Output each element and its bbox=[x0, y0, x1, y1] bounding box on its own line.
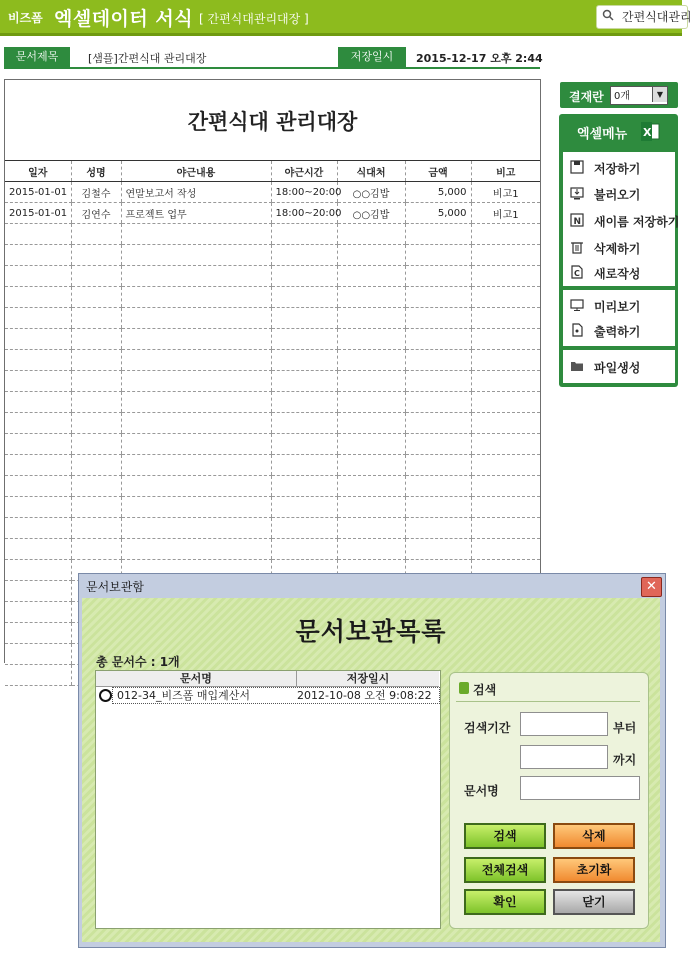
cell[interactable] bbox=[5, 455, 71, 476]
cell[interactable] bbox=[5, 602, 71, 623]
cell[interactable] bbox=[405, 371, 471, 392]
menu-item-label: 불러오기 bbox=[594, 188, 641, 202]
saved-at-label: 저장일시 bbox=[338, 47, 406, 67]
cell[interactable] bbox=[71, 518, 121, 539]
cell[interactable] bbox=[271, 539, 337, 560]
cell[interactable] bbox=[71, 329, 121, 350]
document-list[interactable] bbox=[95, 670, 441, 929]
cell[interactable] bbox=[471, 497, 540, 518]
table-row[interactable] bbox=[5, 476, 540, 497]
cell[interactable]: 2015-01-01 bbox=[5, 203, 71, 224]
cell[interactable] bbox=[5, 308, 71, 329]
save-as-icon bbox=[570, 213, 584, 227]
sheet-title: 간편식대 관리대장 bbox=[187, 110, 358, 134]
cell[interactable] bbox=[471, 539, 540, 560]
cell[interactable] bbox=[5, 224, 71, 245]
cell[interactable] bbox=[71, 308, 121, 329]
table-row[interactable] bbox=[5, 413, 540, 434]
search-divider bbox=[456, 701, 640, 702]
column-header[interactable]: 비고 bbox=[471, 161, 540, 182]
cell[interactable] bbox=[405, 497, 471, 518]
cell[interactable]: 2015-01-01 bbox=[5, 182, 71, 203]
list-item-date[interactable]: 2012-10-08 오전 9:08:22 bbox=[297, 689, 432, 702]
doc-name-field[interactable] bbox=[520, 776, 640, 800]
svg-text:N: N bbox=[573, 217, 582, 227]
cell[interactable] bbox=[405, 539, 471, 560]
search-button[interactable]: 검색 bbox=[464, 823, 546, 849]
table-row[interactable] bbox=[5, 434, 540, 455]
menu-item-label: 저장하기 bbox=[594, 162, 641, 176]
cell[interactable] bbox=[337, 308, 405, 329]
cell[interactable]: 김연수 bbox=[71, 203, 121, 224]
chevron-down-icon[interactable]: ▼ bbox=[652, 87, 667, 102]
table-row[interactable] bbox=[5, 455, 540, 476]
close-button[interactable]: 닫기 bbox=[553, 889, 635, 915]
cell[interactable] bbox=[271, 392, 337, 413]
cell[interactable]: 비고1 bbox=[471, 203, 540, 224]
cell[interactable] bbox=[5, 539, 71, 560]
cell[interactable] bbox=[337, 455, 405, 476]
cell[interactable] bbox=[121, 392, 271, 413]
from-label: 부터 bbox=[613, 721, 637, 735]
dialog-heading: 문서보관목록 bbox=[295, 617, 447, 646]
cell[interactable] bbox=[405, 308, 471, 329]
cell[interactable] bbox=[405, 329, 471, 350]
date-to-field[interactable] bbox=[520, 745, 608, 769]
cell[interactable] bbox=[121, 434, 271, 455]
cell[interactable] bbox=[5, 371, 71, 392]
column-header[interactable]: 금액 bbox=[405, 161, 471, 182]
app-subtitle: [ 간편식대관리대장 ] bbox=[199, 12, 309, 26]
to-label: 까지 bbox=[613, 753, 637, 767]
table-row[interactable] bbox=[5, 266, 540, 287]
table-row[interactable] bbox=[5, 329, 540, 350]
cell[interactable]: 5,000 bbox=[405, 182, 471, 203]
cell[interactable]: 연말보고서 작성 bbox=[121, 182, 271, 203]
cell[interactable] bbox=[121, 308, 271, 329]
cell[interactable] bbox=[271, 371, 337, 392]
search-all-button[interactable]: 전체검색 bbox=[464, 857, 546, 883]
cell[interactable] bbox=[337, 224, 405, 245]
table-row[interactable] bbox=[5, 497, 540, 518]
cell[interactable] bbox=[121, 224, 271, 245]
monitor-icon bbox=[570, 298, 584, 312]
cell[interactable] bbox=[121, 476, 271, 497]
period-label: 검색기간 bbox=[464, 721, 511, 735]
cell[interactable] bbox=[5, 434, 71, 455]
cell[interactable] bbox=[405, 434, 471, 455]
cell[interactable] bbox=[5, 329, 71, 350]
cell[interactable] bbox=[5, 581, 71, 602]
cell[interactable] bbox=[471, 350, 540, 371]
cell[interactable] bbox=[471, 413, 540, 434]
dialog-caption: 문서보관함 bbox=[86, 580, 144, 594]
approval-selected-value[interactable]: 0개 bbox=[614, 91, 631, 102]
column-header[interactable]: 일자 bbox=[5, 161, 71, 182]
cell[interactable] bbox=[337, 329, 405, 350]
cell[interactable] bbox=[337, 476, 405, 497]
cell[interactable] bbox=[471, 476, 540, 497]
menu-title: 엑셀메뉴 bbox=[577, 127, 628, 142]
menu-item-label: 출력하기 bbox=[594, 325, 641, 339]
cell[interactable] bbox=[5, 497, 71, 518]
cell[interactable] bbox=[271, 329, 337, 350]
print-icon bbox=[570, 323, 584, 337]
cell[interactable] bbox=[471, 308, 540, 329]
table-row[interactable] bbox=[5, 203, 540, 224]
cell[interactable] bbox=[471, 371, 540, 392]
table-row[interactable] bbox=[5, 245, 540, 266]
cell[interactable] bbox=[271, 224, 337, 245]
cell[interactable]: 18:00~20:00 bbox=[271, 182, 337, 203]
menu-item-label: 삭제하기 bbox=[594, 242, 641, 256]
table-row[interactable] bbox=[5, 518, 540, 539]
cell[interactable]: 김철수 bbox=[71, 182, 121, 203]
cell[interactable] bbox=[5, 623, 71, 644]
cell[interactable] bbox=[121, 287, 271, 308]
delete-button[interactable]: 삭제 bbox=[553, 823, 635, 849]
cell[interactable] bbox=[337, 287, 405, 308]
table-row[interactable] bbox=[5, 392, 540, 413]
close-icon[interactable]: ✕ bbox=[641, 577, 662, 597]
cell[interactable] bbox=[271, 476, 337, 497]
cell[interactable] bbox=[337, 497, 405, 518]
document-count: 총 문서수 : 1개 bbox=[96, 655, 180, 669]
cell[interactable] bbox=[271, 497, 337, 518]
search-section-icon bbox=[459, 682, 469, 694]
cell[interactable] bbox=[71, 350, 121, 371]
cell[interactable]: 5,000 bbox=[405, 203, 471, 224]
cell[interactable] bbox=[71, 476, 121, 497]
cell[interactable] bbox=[271, 413, 337, 434]
cell[interactable] bbox=[71, 497, 121, 518]
menu-item-label: 새로작성 bbox=[594, 267, 641, 281]
cell[interactable] bbox=[71, 371, 121, 392]
cell[interactable] bbox=[71, 266, 121, 287]
cell[interactable] bbox=[405, 392, 471, 413]
cell[interactable] bbox=[121, 539, 271, 560]
cell[interactable] bbox=[121, 329, 271, 350]
list-column-header[interactable]: 저장일시 bbox=[346, 672, 390, 685]
cell[interactable] bbox=[5, 518, 71, 539]
app-title: 엑셀데이터 서식 bbox=[54, 8, 194, 30]
table-row[interactable] bbox=[5, 224, 540, 245]
cell[interactable] bbox=[337, 539, 405, 560]
trash-icon bbox=[570, 240, 584, 254]
cell[interactable] bbox=[471, 224, 540, 245]
cell[interactable] bbox=[405, 455, 471, 476]
cell[interactable] bbox=[121, 518, 271, 539]
cell[interactable] bbox=[471, 518, 540, 539]
doc-name-label: 문서명 bbox=[464, 784, 499, 798]
cell[interactable] bbox=[405, 413, 471, 434]
cell[interactable] bbox=[405, 350, 471, 371]
cell[interactable] bbox=[271, 245, 337, 266]
table-row[interactable] bbox=[5, 350, 540, 371]
list-row-radio[interactable] bbox=[99, 689, 112, 702]
new-doc-icon bbox=[570, 265, 584, 279]
table-row[interactable] bbox=[5, 308, 540, 329]
cell[interactable] bbox=[337, 245, 405, 266]
cell[interactable] bbox=[5, 560, 71, 581]
cell[interactable] bbox=[121, 266, 271, 287]
cell[interactable] bbox=[405, 245, 471, 266]
menu-item-label: 파일생성 bbox=[594, 361, 641, 375]
cell[interactable] bbox=[337, 434, 405, 455]
cell[interactable] bbox=[121, 245, 271, 266]
list-item-name[interactable]: 012-34_비즈폼 매입계산서 bbox=[117, 689, 250, 702]
cell[interactable] bbox=[5, 413, 71, 434]
banner-stripe bbox=[0, 33, 682, 36]
brand-small-label: 비즈폼 bbox=[8, 11, 43, 25]
cell[interactable] bbox=[405, 224, 471, 245]
cell[interactable] bbox=[5, 665, 71, 686]
cell[interactable] bbox=[271, 455, 337, 476]
cell[interactable] bbox=[71, 539, 121, 560]
cell[interactable] bbox=[121, 371, 271, 392]
cell[interactable] bbox=[471, 434, 540, 455]
cell[interactable] bbox=[271, 518, 337, 539]
cell[interactable] bbox=[337, 350, 405, 371]
download-icon bbox=[570, 186, 584, 200]
cell[interactable] bbox=[5, 644, 71, 665]
cell[interactable] bbox=[5, 476, 71, 497]
search-input-value[interactable]: 간편식대관리 bbox=[622, 10, 692, 24]
menu-item-label: 새이름 저장하기 bbox=[594, 215, 680, 229]
cell[interactable] bbox=[5, 266, 71, 287]
cell[interactable] bbox=[271, 308, 337, 329]
doc-title-value: [샘플]간편식대 관리대장 bbox=[88, 52, 207, 65]
saved-at-value: 2015-12-17 오후 2:44 bbox=[416, 52, 543, 65]
cell[interactable] bbox=[71, 392, 121, 413]
cell[interactable] bbox=[471, 287, 540, 308]
cell[interactable] bbox=[71, 224, 121, 245]
cell[interactable]: ○○김밥 bbox=[337, 182, 405, 203]
cell[interactable] bbox=[71, 245, 121, 266]
floppy-icon bbox=[570, 160, 584, 174]
cell[interactable] bbox=[121, 413, 271, 434]
cell[interactable] bbox=[71, 413, 121, 434]
table-row[interactable] bbox=[5, 182, 540, 203]
svg-text:X: X bbox=[643, 126, 652, 139]
cell[interactable] bbox=[405, 476, 471, 497]
table-row[interactable] bbox=[5, 539, 540, 560]
cell[interactable] bbox=[71, 455, 121, 476]
table-row[interactable] bbox=[5, 287, 540, 308]
cell[interactable] bbox=[471, 455, 540, 476]
reset-button[interactable]: 초기화 bbox=[553, 857, 635, 883]
cell[interactable] bbox=[5, 245, 71, 266]
column-header[interactable]: 식대처 bbox=[337, 161, 405, 182]
folder-icon bbox=[570, 359, 584, 373]
column-header[interactable]: 야근내용 bbox=[121, 161, 271, 182]
approval-label: 결재란 bbox=[569, 90, 604, 104]
date-from-field[interactable] bbox=[520, 712, 608, 736]
cell[interactable] bbox=[121, 455, 271, 476]
cell[interactable] bbox=[471, 329, 540, 350]
cell[interactable] bbox=[71, 434, 121, 455]
cell[interactable] bbox=[121, 350, 271, 371]
search-section-title: 검색 bbox=[473, 683, 497, 697]
cell[interactable] bbox=[271, 287, 337, 308]
list-column-header[interactable]: 문서명 bbox=[96, 671, 297, 686]
cell[interactable] bbox=[337, 371, 405, 392]
cell[interactable] bbox=[337, 413, 405, 434]
cell[interactable] bbox=[337, 392, 405, 413]
search-icon[interactable] bbox=[602, 9, 614, 21]
cell[interactable] bbox=[5, 287, 71, 308]
cell[interactable] bbox=[337, 266, 405, 287]
cell[interactable]: ○○김밥 bbox=[337, 203, 405, 224]
cell[interactable] bbox=[121, 497, 271, 518]
menu-item-label: 미리보기 bbox=[594, 300, 641, 314]
cell[interactable] bbox=[471, 245, 540, 266]
cell[interactable] bbox=[5, 392, 71, 413]
cell[interactable]: 프로젝트 업무 bbox=[121, 203, 271, 224]
cell[interactable] bbox=[5, 350, 71, 371]
cell[interactable] bbox=[471, 266, 540, 287]
excel-icon bbox=[640, 122, 660, 141]
cell[interactable] bbox=[405, 518, 471, 539]
cell[interactable]: 비고1 bbox=[471, 182, 540, 203]
cell[interactable] bbox=[71, 287, 121, 308]
cell[interactable]: 18:00~20:00 bbox=[271, 203, 337, 224]
column-header[interactable]: 야근시간 bbox=[271, 161, 337, 182]
table-header-row bbox=[5, 161, 540, 182]
cell[interactable] bbox=[337, 518, 405, 539]
cell[interactable] bbox=[271, 350, 337, 371]
cell[interactable] bbox=[405, 287, 471, 308]
cell[interactable] bbox=[471, 392, 540, 413]
cell[interactable] bbox=[271, 434, 337, 455]
doc-title-label: 문서제목 bbox=[4, 47, 70, 67]
confirm-button[interactable]: 확인 bbox=[464, 889, 546, 915]
svg-text:C: C bbox=[574, 269, 580, 278]
column-header[interactable]: 성명 bbox=[71, 161, 121, 182]
info-divider bbox=[4, 67, 540, 69]
cell[interactable] bbox=[271, 266, 337, 287]
table-row[interactable] bbox=[5, 371, 540, 392]
cell[interactable] bbox=[405, 266, 471, 287]
